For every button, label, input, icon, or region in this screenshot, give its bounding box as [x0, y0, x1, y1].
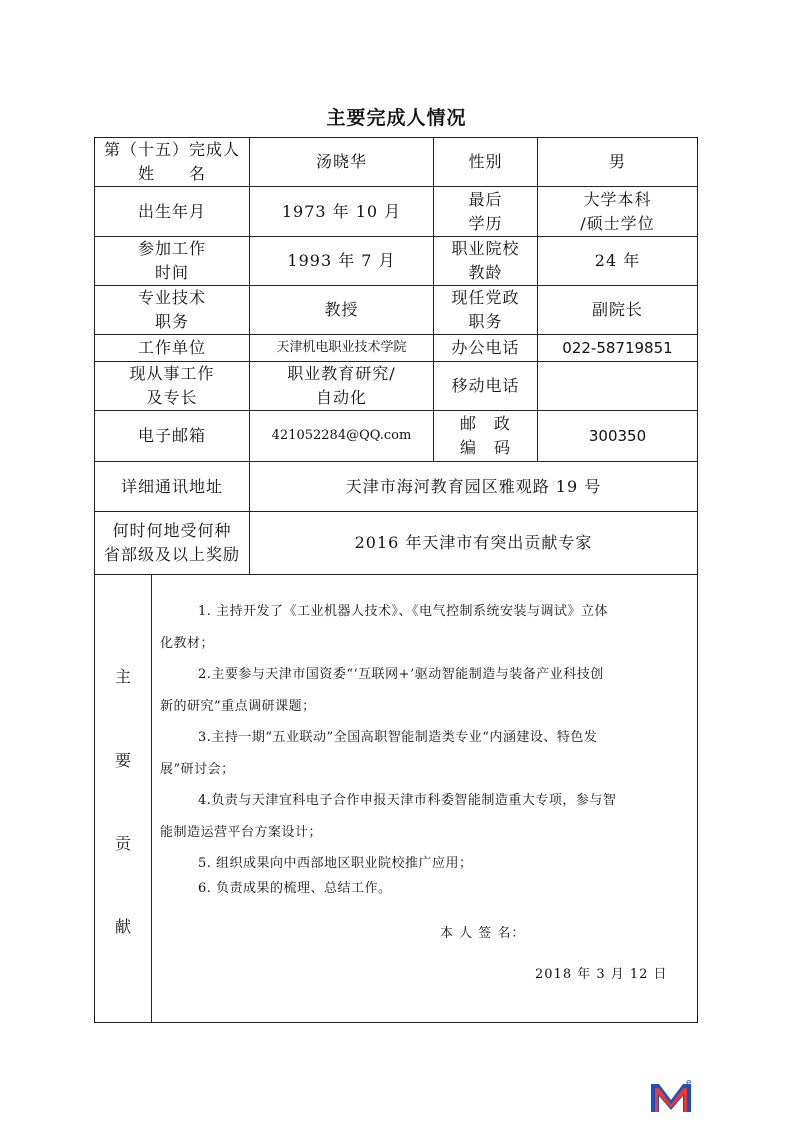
label-email: 电子邮箱 — [137, 426, 206, 445]
label-title: 专业技术 职务 — [137, 288, 206, 331]
label-awards: 何时何地受何种 省部级及以上奖励 — [103, 521, 240, 564]
signature-date: 2018 年 3 月 12 日 — [535, 967, 668, 982]
contrib-line: 能制造运营平台方案设计； — [160, 825, 323, 840]
value-work-start: 1993 年 7 月 — [287, 251, 396, 270]
page-title: 主要完成人情况 — [326, 107, 467, 129]
label-work-start: 参加工作 时间 — [137, 239, 206, 282]
value-teaching-years: 24 年 — [594, 251, 641, 270]
contrib-side-label — [96, 576, 150, 1022]
value-office-phone: 022-58719851 — [562, 339, 673, 357]
label-gender: 性别 — [468, 152, 503, 171]
contrib-line: 新的研究”重点调研课题； — [160, 699, 316, 714]
value-gender: 男 — [608, 152, 626, 171]
value-employer: 天津机电职业技术学院 — [276, 340, 407, 355]
label-education: 最后 学历 — [468, 189, 503, 233]
label-specialty: 现从事工作 及专长 — [129, 364, 215, 407]
value-specialty: 职业教育研究/ 自动化 — [287, 364, 396, 407]
contrib-line: 6. 负责成果的梳理、总结工作。 — [198, 881, 392, 896]
contrib-line: 展”研讨会； — [160, 762, 235, 777]
side-char: 贡 — [114, 834, 131, 853]
label-postcode: 邮 政 编 码 — [459, 414, 511, 457]
label-employer: 工作单位 — [137, 338, 206, 357]
logo-superscript: e — [686, 1078, 692, 1088]
value-mobile — [538, 362, 697, 410]
value-postcode: 300350 — [588, 427, 647, 445]
value-title: 教授 — [324, 300, 359, 319]
value-name: 汤晓华 — [315, 152, 367, 171]
side-char: 要 — [114, 751, 131, 770]
value-birth: 1973 年 10 月 — [281, 201, 402, 221]
label-teaching-years: 职业院校 教龄 — [451, 239, 520, 282]
value-email: 421052284@QQ.com — [271, 428, 412, 443]
label-mobile: 移动电话 — [451, 376, 520, 395]
side-char: 主 — [114, 667, 131, 686]
value-education: 大学本科 /硕士学位 — [580, 189, 655, 233]
label-name: 第（十五）完成人 姓 名 — [103, 140, 240, 183]
value-address: 天津市海河教育园区雅观路 19 号 — [345, 476, 602, 496]
signature-label: 本 人 签 名： — [440, 926, 526, 941]
publisher-logo — [649, 1078, 693, 1114]
contrib-line: 1. 主持开发了《工业机器人技术》、《电气控制系统安装与调试》立体 — [198, 604, 609, 619]
side-char: 献 — [114, 917, 131, 936]
label-address: 详细通讯地址 — [120, 476, 223, 496]
contrib-line: 化教材； — [160, 636, 215, 651]
value-awards: 2016 年天津市有突出贡献专家 — [354, 533, 593, 552]
label-office-phone: 办公电话 — [451, 338, 520, 357]
row-divider — [94, 574, 698, 575]
label-position: 现任党政 职务 — [451, 288, 520, 331]
col-divider — [151, 574, 152, 1023]
contrib-line: 3.主持一期“五业联动”全国高职智能制造类专业“内涵建设、特色发 — [198, 730, 598, 745]
contrib-line: 5. 组织成果向中西部地区职业院校推广应用； — [198, 856, 473, 871]
label-birth: 出生年月 — [137, 201, 206, 221]
contrib-line: 2.主要参与天津市国资委“‘互联网+’驱动智能制造与装备产业科技创 — [198, 667, 604, 682]
contrib-line: 4.负责与天津宜科电子合作申报天津市科委智能制造重大专项，参与智 — [198, 793, 617, 808]
value-position: 副院长 — [591, 300, 643, 319]
